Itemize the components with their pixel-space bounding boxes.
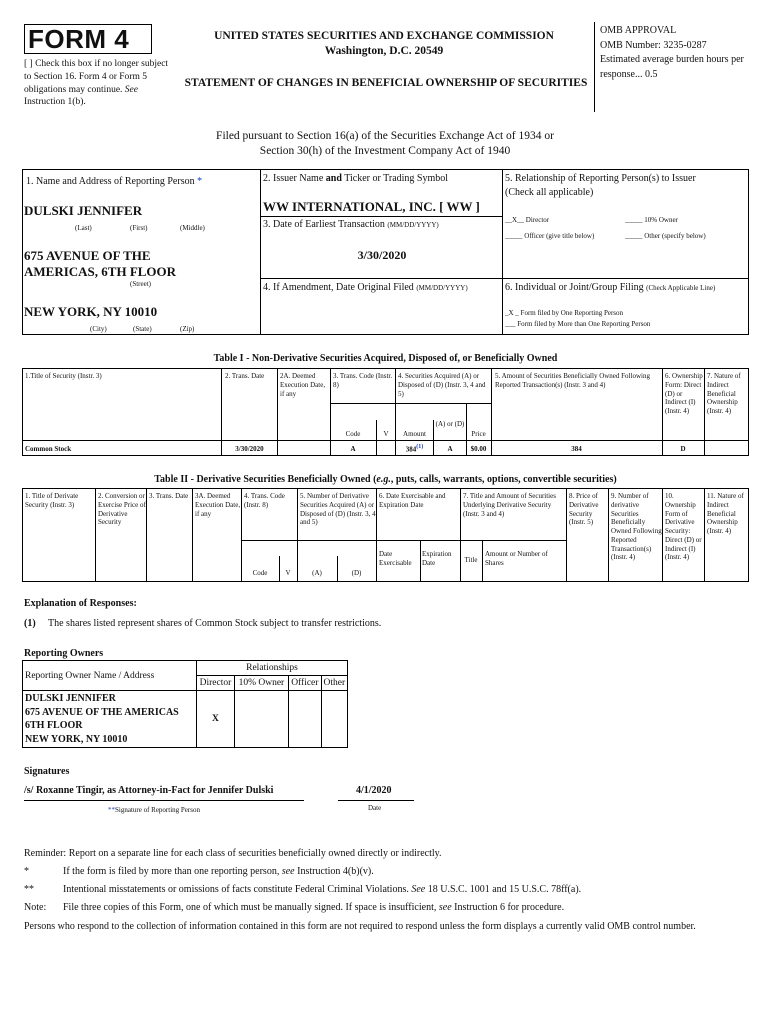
note-label: Note:: [24, 902, 47, 913]
table1-row-price: $0.00: [470, 445, 487, 453]
table1-title: Table I - Non-Derivative Securities Acquired, Disposed of, or Beneficially Owned: [213, 353, 558, 364]
footnote-dstar-link[interactable]: **: [108, 806, 115, 814]
ro-officer-cell: [288, 691, 321, 748]
table2-h1: 1. Title of Derivate Security (Instr. 3): [25, 492, 79, 509]
table1-v: V: [383, 430, 389, 438]
star-text: If the form is filed by more than one reporting person, see Instruction 4(b)(v).: [63, 866, 374, 877]
relationship-director: __X__ Director: [505, 216, 550, 224]
table2-h5: 5. Number of Derivative Securities Acquired (A) or Disposed of (D) (Instr. 3, 4 and 5): [300, 492, 376, 527]
explanation-num: (1): [24, 618, 36, 629]
table1-row-security: Common Stock: [25, 445, 72, 453]
filing-more: ___ Form filed by More than One Reporting Person: [505, 320, 651, 328]
omb-burden: Estimated average burden hours per response... 0.5: [600, 54, 744, 80]
table1-row-owned: 384: [571, 445, 582, 453]
table1-row-aord: A: [447, 445, 453, 453]
check-box-note: [ ] Check this box if no longer subject to Section 16. Form 4 or Form 5 obligations may continue. See Instruction 1(b).: [24, 59, 169, 108]
ro-director-mark: X: [197, 691, 235, 748]
relationship-ten-pct: _____ 10% Owner: [625, 216, 678, 224]
table2-col-line: [376, 488, 377, 582]
table1-amount: Amount: [403, 430, 426, 438]
col-divider: [502, 169, 503, 335]
dstar-marker: **: [24, 884, 34, 895]
star-marker: *: [24, 866, 29, 877]
reporting-person-street: 675 AVENUE OF THE AMERICAS, 6TH FLOOR: [24, 248, 177, 280]
caption-city: (City): [90, 325, 107, 333]
caption-state: (State): [133, 325, 152, 333]
table1-h2: 2. Trans. Date: [225, 372, 265, 380]
ro-owner-cell: DULSKI JENNIFER 675 AVENUE OF THE AMERICAS 6TH FLOOR NEW YORK, NY 10010: [23, 691, 197, 748]
signature-date: 4/1/2020: [356, 785, 392, 796]
table2-h4: 4. Trans. Code (Instr. 8): [244, 492, 285, 509]
table1-h3: 3. Trans. Code (Instr. 8): [333, 372, 393, 389]
issuer-label: 2. Issuer Name and Ticker or Trading Symbol: [263, 173, 449, 184]
table1-row-divider: [22, 440, 749, 441]
table2-title-col: Title: [464, 556, 478, 564]
table1-h6: 6. Ownership Form: Direct (D) or Indirect (I) (Instr. 4): [665, 372, 703, 415]
table2-v: V: [285, 569, 291, 577]
table1-h7: 7. Nature of Indirect Beneficial Ownership (Instr. 4): [707, 372, 741, 415]
col-divider: [260, 169, 261, 335]
row-divider: [260, 216, 502, 217]
dstar-text: Intentional misstatements or omissions of facts constitute Federal Criminal Violations. See 18 U.S.C. 1001 and 15 U.S.C. 78ff(a).: [63, 884, 582, 895]
table2-col-line: [146, 488, 147, 582]
table1-row-form: D: [680, 445, 686, 453]
relationship-officer: _____ Officer (give title below): [505, 232, 595, 240]
ro-ten-pct-cell: [234, 691, 288, 748]
table1-aord: (A) or (D): [435, 420, 465, 428]
date-caption: Date: [368, 804, 382, 812]
date-line: [338, 800, 414, 801]
table1-h5: 5. Amount of Securities Beneficially Owned Following Reported Transaction(s) (Instr. 3 and 4): [495, 372, 650, 389]
table2-h6: 6. Date Exercisable and Expiration Date: [379, 492, 446, 509]
table1-col-line: [491, 368, 492, 456]
filing-one: _X _ Form filed by One Reporting Person: [505, 309, 624, 317]
table2-col-line: [241, 488, 242, 582]
table1-col-line: [395, 368, 396, 456]
signatures-label: Signatures: [24, 766, 70, 777]
table1-col-line: [277, 368, 278, 456]
table2-h3: 3. Trans. Date: [149, 492, 189, 500]
table2-title: Table II - Derivative Securities Beneficially Owned (e.g., puts, calls, warrants, options, convertible securities): [154, 474, 617, 485]
reporting-person-city: NEW YORK, NY 10010: [24, 304, 158, 319]
table2-col-line: [95, 488, 96, 582]
caption-last: (Last): [75, 224, 92, 232]
ro-relationships: Relationships: [197, 661, 348, 676]
table2-code: Code: [252, 569, 268, 577]
caption-zip: (Zip): [180, 325, 195, 333]
table2-sub-line: [241, 540, 566, 541]
ro-other-cell: [321, 691, 347, 748]
table1-code: Code: [345, 430, 361, 438]
filing-label: 6. Individual or Joint/Group Filing (Check Applicable Line): [505, 282, 716, 293]
table1-col-line: [662, 368, 663, 456]
table1-h1: 1.Title of Security (Instr. 3): [25, 372, 102, 380]
reporting-owners-label: Reporting Owners: [24, 648, 104, 659]
agency-name: UNITED STATES SECURITIES AND EXCHANGE COMMISSION: [214, 30, 554, 42]
ro-other: Other: [321, 676, 347, 691]
table2-expiration-date: Expiration Date: [422, 550, 452, 567]
table2-col-line: [566, 488, 567, 582]
signer: /s/ Roxanne Tingir, as Attorney-in-Fact for Jennifer Dulski: [24, 785, 274, 796]
ro-director: Director: [197, 676, 235, 691]
footnote-1-link[interactable]: (1): [416, 444, 424, 450]
table1-h4: 4. Securities Acquired (A) or Disposed of (D) (Instr. 3, 4 and 5): [398, 372, 486, 398]
table2-h8: 8. Price of Derivative Security (Instr. 5): [569, 492, 599, 527]
note-text: File three copies of this Form, one of which must be manually signed. If space is insufficient, see Instruction 6 for procedure.: [63, 902, 565, 913]
table1-row-code: A: [350, 445, 356, 453]
relationship-label: 5. Relationship of Reporting Person(s) to Issuer (Check all applicable): [505, 173, 696, 198]
table2-h3a: 3A. Deemed Execution Date, if any: [195, 492, 241, 518]
earliest-transaction-date: 3/30/2020: [357, 248, 407, 262]
caption-first: (First): [130, 224, 148, 232]
issuer-name: WW INTERNATIONAL, INC. [ WW ]: [263, 199, 480, 214]
table1-col-line: [221, 368, 222, 456]
reporting-owners-table: [22, 660, 348, 748]
agency-city: Washington, D.C. 20549: [324, 45, 444, 57]
earliest-transaction-label: 3. Date of Earliest Transaction (MM/DD/YYYY): [263, 219, 439, 230]
table1-h2a: 2A. Deemed Execution Date, if any: [280, 372, 326, 398]
table2-d: (D): [351, 569, 362, 577]
omb-box: [600, 24, 760, 82]
caption-street: (Street): [130, 280, 151, 288]
form-label: FORM 4: [28, 24, 130, 54]
explanation-label: Explanation of Responses:: [24, 598, 137, 609]
filed-pursuant: Filed pursuant to Section 16(a) of the Securities Exchange Act of 1934 or: [216, 130, 554, 142]
table1-row-date: 3/30/2020: [235, 445, 264, 453]
amendment-label: 4. If Amendment, Date Original Filed (MM/DD/YYYY): [263, 282, 468, 293]
table1-col-line: [330, 368, 331, 456]
ro-ten-pct: 10% Owner: [234, 676, 288, 691]
omb-number: OMB Number: 3235-0287: [600, 39, 707, 51]
table1-row-amount: 384$^{(1)}$: [405, 444, 424, 454]
caption-middle: (Middle): [180, 224, 205, 232]
ro-col-name: Reporting Owner Name / Address: [23, 661, 197, 691]
table2-h7: 7. Title and Amount of Securities Underlying Derivative Security (Instr. 3 and 4): [463, 492, 556, 518]
persons-notice: Persons who respond to the collection of information contained in this form are not required to respond unless the form displays a currently valid OMB control number.: [24, 921, 696, 932]
reporting-person-label: 1. Name and Address of Reporting Person *: [26, 176, 203, 187]
table2-a: (A): [312, 569, 322, 577]
table2-date-exercisable: Date Exercisable: [379, 550, 412, 567]
signature-caption: **Signature of Reporting Person: [108, 806, 200, 814]
row-divider: [260, 278, 749, 279]
form-title: STATEMENT OF CHANGES IN BENEFICIAL OWNERSHIP OF SECURITIES: [184, 77, 588, 89]
reminder: Reminder: Report on a separate line for each class of securities beneficially owned directly or indirectly.: [24, 848, 442, 859]
reporting-person-name: DULSKI JENNIFER: [24, 203, 143, 218]
omb-approval: OMB APPROVAL: [600, 25, 677, 36]
table2-h10: 10. Ownership Form of Derivative Security: Direct (D) or Indirect (I) (Instr. 4): [665, 492, 702, 562]
footnote-star-link[interactable]: *: [197, 176, 203, 187]
table2-h11: 11. Nature of Indirect Beneficial Ownership (Instr. 4): [707, 492, 744, 535]
ro-officer: Officer: [288, 676, 321, 691]
table1-price: Price: [471, 430, 486, 438]
table2-amount-or-number: Amount or Number of Shares: [485, 550, 548, 567]
table2-h9: 9. Number of derivative Securities Beneficially Owned Following Reported Transaction(s) (Instr. 4): [611, 492, 662, 562]
signature-line: [24, 800, 304, 801]
relationship-other: _____ Other (specify below): [625, 232, 706, 240]
table2-h2: 2. Conversion or Exercise Price of Derivative Security: [98, 492, 146, 527]
omb-divider: [594, 22, 595, 112]
filed-pursuant-2: Section 30(h) of the Investment Company Act of 1940: [259, 145, 511, 157]
table2-col-line: [192, 488, 193, 582]
table2-col-line: [482, 540, 483, 582]
table2-col-line: [420, 540, 421, 582]
explanation-text: The shares listed represent shares of Common Stock subject to transfer restrictions.: [48, 618, 382, 629]
